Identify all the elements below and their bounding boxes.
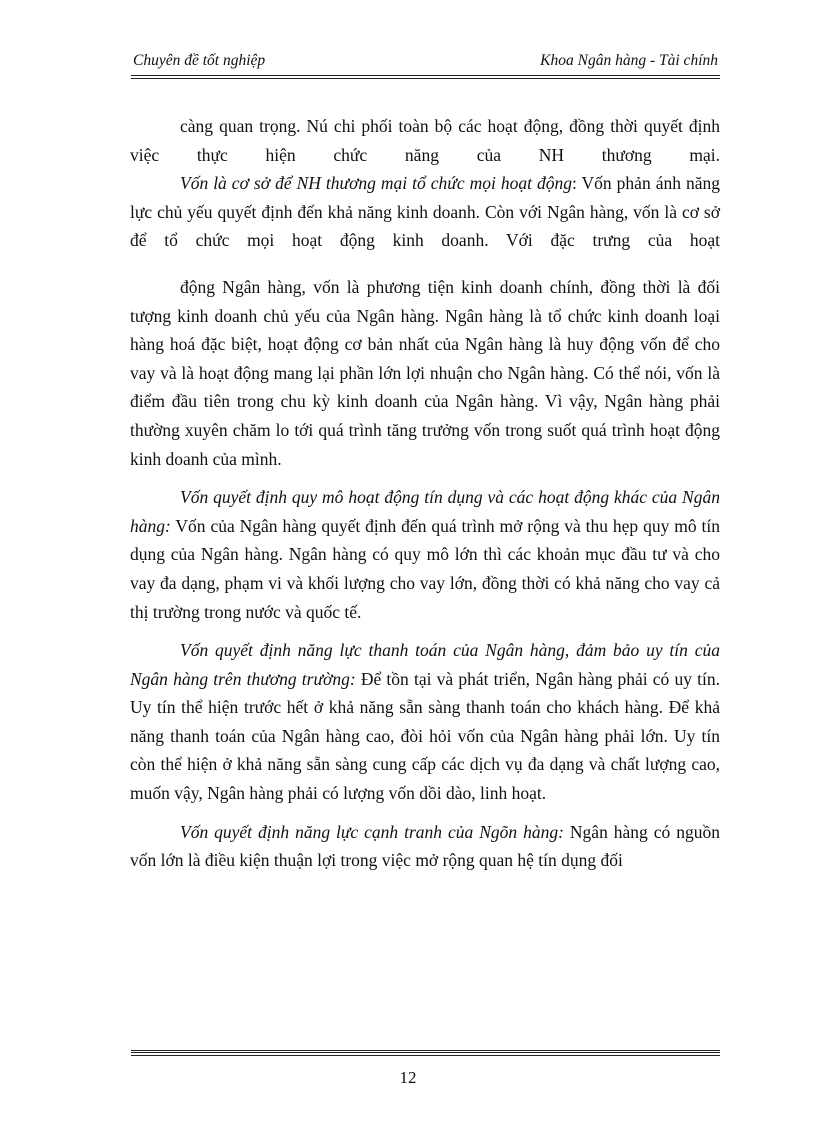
paragraph-3: động Ngân hàng, vốn là phương tiện kinh doanh chính, đồng thời là đối tượng kinh doanh chủ yếu của Ngân hàng. Ngân hàng là tổ chức kinh doanh loại hàng hoá đặc biệt, hoạt động cơ bản nhất của Ngân hàng là huy động vốn để cho vay và là hoạt động mang lại phần lớn lợi nhuận cho Ngân hàng. Có thể nói, vốn là điểm đầu tiên trong chu kỳ kinh doanh của Ngân hàng. Vì vậy, Ngân hàng phải thường xuyên chăm lo tới quá trình tăng trưởng vốn trong suốt quá trình hoạt động kinh doanh của mình.	[130, 276, 720, 469]
paragraph-2: Vốn là cơ sở để NH thương mại tổ chức mọi hoạt động: Vốn phản ánh năng lực chủ yếu quyết định đến khả năng kinh doanh. Còn với Ngân hàng, vốn là cơ sở để tổ chức mọi hoạt động kinh doanh. Với đặc trưng của hoạt	[130, 173, 720, 251]
header-rule	[131, 75, 720, 79]
paragraph-4: Vốn quyết định quy mô hoạt động tín dụng và các hoạt động khác của Ngân hàng: Vốn của Ngân hàng quyết định đến quá trình mở rộng và thu hẹp quy mô tín dụng của Ngân hàng. Ngân hàng có quy mô lớn thì các khoản mục đầu tư và cho vay đa dạng, phạm vi và khối lượng cho vay lớn, đồng thời có khả năng cho vay cả thị trường trong nước và quốc tế.	[130, 487, 720, 622]
paragraph-5-lead: Vốn quyết định năng lực thanh toán của Ngân hàng, đảm bảo uy tín của Ngân hàng trên thương trường:	[130, 640, 720, 689]
page-header	[131, 50, 720, 72]
paragraph-5: Vốn quyết định năng lực thanh toán của Ngân hàng, đảm bảo uy tín của Ngân hàng trên thương trường: Để tồn tại và phát triển, Ngân hàng phải có uy tín. Uy tín thể hiện trước hết ở khả năng sẵn sàng thanh toán cho khách hàng. Để khả năng thanh toán của Ngân hàng cao, đòi hỏi vốn của Ngân hàng phải lớn. Uy tín còn thể hiện ở khả năng sẵn sàng cung cấp các dịch vụ đa dạng và chất lượng cao, muốn vậy, Ngân hàng phải có lượng vốn dồi dào, linh hoạt.	[130, 640, 720, 804]
header-left-title: Chuyên đề tốt nghiệp	[133, 52, 266, 69]
footer-rule	[131, 1050, 720, 1056]
paragraph-1: càng quan trọng. Nú chi phối toàn bộ các hoạt động, đồng thời quyết định việc thực hiện chức năng của NH thương mại.	[130, 116, 720, 165]
body-text	[130, 112, 720, 875]
header-right-title: Khoa Ngân hàng - Tài chính	[540, 52, 718, 69]
paragraph-6-lead: Vốn quyết định năng lực cạnh tranh của Ngõn hàng:	[180, 821, 564, 842]
paragraph-4-lead: Vốn quyết định quy mô hoạt động tín dụng và các hoạt động khác của Ngân hàng:	[130, 487, 720, 536]
page-number: 12	[399, 1068, 417, 1087]
paragraph-2-lead: Vốn là cơ sở để NH thương mại tổ chức mọi hoạt động	[180, 173, 572, 194]
paragraph-6: Vốn quyết định năng lực cạnh tranh của Ngõn hàng: Ngân hàng có nguồn vốn lớn là điều kiện thuận lợi trong việc mở rộng quan hệ tín dụng đối	[130, 821, 720, 871]
